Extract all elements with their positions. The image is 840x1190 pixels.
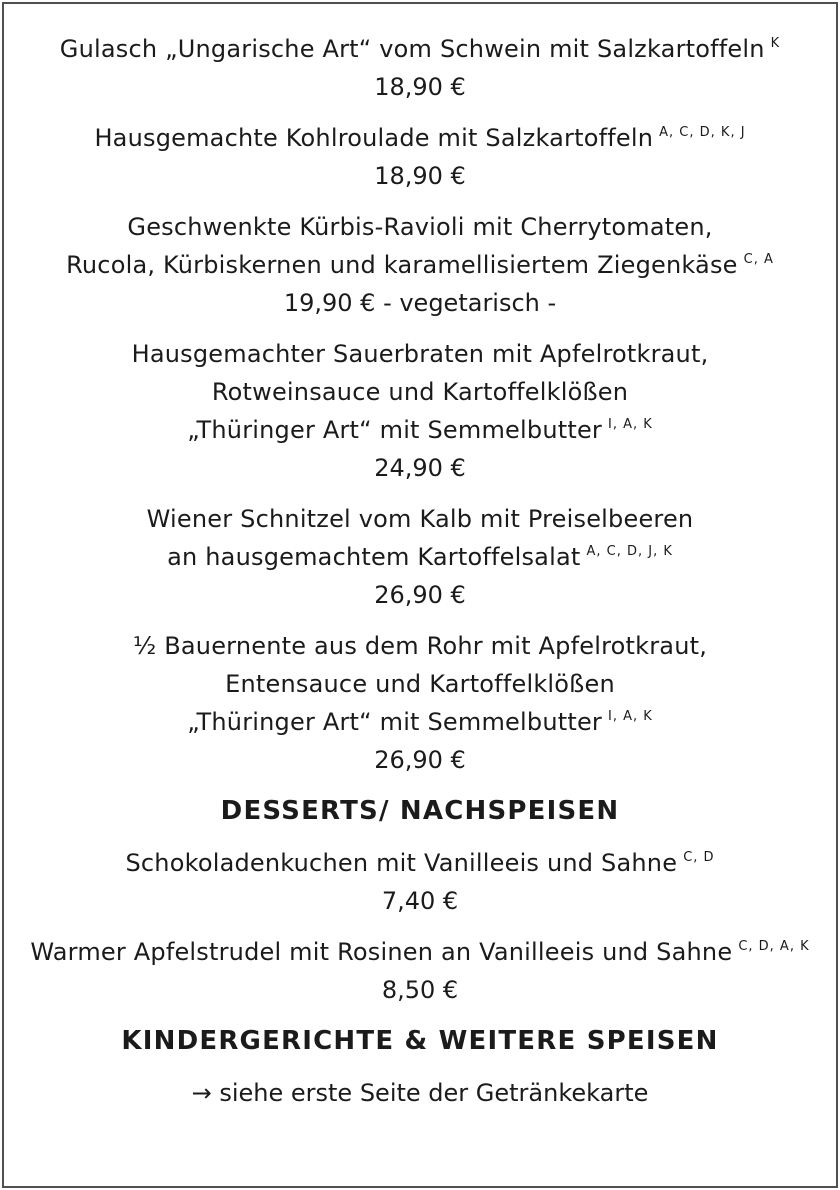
allergen-codes: I, A, K (608, 709, 653, 724)
dish-line (24, 373, 816, 411)
allergen-codes: C, D (683, 850, 715, 865)
menu-item-schokoladenkuchen (24, 844, 816, 920)
price-line: 26,90 € (374, 581, 466, 609)
page-border-frame (2, 2, 838, 1188)
dish-line (24, 246, 816, 284)
dish-text: an hausgemachtem Kartoffelsalat (167, 543, 581, 571)
dish-line (24, 933, 816, 971)
dish-text: Entensauce und Kartoffelklößen (225, 670, 615, 698)
price-line: 19,90 € - vegetarisch - (283, 289, 557, 317)
section-kids (24, 1022, 816, 1112)
allergen-codes: C, D, A, K (738, 939, 810, 954)
menu-item-kuerbis-ravioli (24, 208, 816, 322)
dish-text: Hausgemachte Kohlroulade mit Salzkartoffeln (94, 124, 654, 152)
dish-text: Schokoladenkuchen mit Vanilleeis und Sahne (125, 849, 678, 877)
dish-line (24, 627, 816, 665)
dish-text: Geschwenkte Kürbis-Ravioli mit Cherrytomaten, (127, 213, 713, 241)
menu-item-wiener-schnitzel (24, 500, 816, 614)
dish-text: Rucola, Kürbiskernen und karamellisiertem Ziegenkäse (66, 251, 738, 279)
dish-text: Wiener Schnitzel vom Kalb mit Preiselbeeren (146, 505, 694, 533)
section-desserts (24, 792, 816, 1009)
dish-line (24, 844, 816, 882)
dish-line (24, 703, 816, 741)
dish-line (24, 30, 816, 68)
menu-item-sauerbraten (24, 335, 816, 487)
allergen-codes: A, C, D, K, J (659, 125, 746, 140)
menu-item-kohlroulade (24, 119, 816, 195)
dish-line (24, 208, 816, 246)
dish-text: Gulasch „Ungarische Art“ vom Schwein mit Salzkartoffeln (59, 35, 765, 63)
section-heading-kids: KINDERGERICHTE & WEITERE SPEISEN (121, 1026, 719, 1056)
dish-line (24, 335, 816, 373)
price-line: 7,40 € (381, 887, 459, 915)
section-main-dishes (24, 30, 816, 779)
menu-item-apfelstrudel (24, 933, 816, 1009)
dish-line (24, 665, 816, 703)
dish-text: ½ Bauernente aus dem Rohr mit Apfelrotkraut, (132, 632, 708, 660)
dish-text: Rotweinsauce und Kartoffelklößen (211, 378, 629, 406)
allergen-codes: K (770, 36, 781, 51)
price-line: 26,90 € (374, 746, 466, 774)
dish-text: Warmer Apfelstrudel mit Rosinen an Vanilleeis und Sahne (30, 938, 733, 966)
section-heading-desserts: DESSERTS/ NACHSPEISEN (220, 796, 620, 826)
kids-reference-note: → siehe erste Seite der Getränkekarte (191, 1079, 649, 1107)
allergen-codes: I, A, K (608, 417, 653, 432)
dish-line (24, 411, 816, 449)
dish-line (24, 500, 816, 538)
allergen-codes: C, A (743, 252, 774, 267)
menu-item-gulasch (24, 30, 816, 106)
price-line: 18,90 € (374, 162, 466, 190)
price-line: 18,90 € (374, 73, 466, 101)
price-line: 24,90 € (374, 454, 466, 482)
allergen-codes: A, C, D, J, K (586, 544, 673, 559)
dish-line (24, 538, 816, 576)
menu-item-bauernente (24, 627, 816, 779)
dish-line (24, 119, 816, 157)
dish-text: „Thüringer Art“ mit Semmelbutter (187, 708, 602, 736)
price-line: 8,50 € (381, 976, 459, 1004)
dish-text: „Thüringer Art“ mit Semmelbutter (187, 416, 602, 444)
dish-text: Hausgemachter Sauerbraten mit Apfelrotkraut, (131, 340, 709, 368)
